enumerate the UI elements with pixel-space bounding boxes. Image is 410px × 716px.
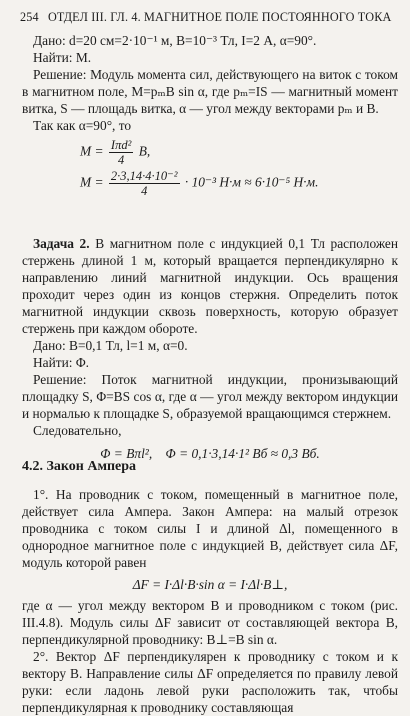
ampere-law-formula: ΔF = I·Δl·B·sin α = I·Δl·B⊥,	[132, 577, 288, 592]
problem-2-title: Задача 2.	[33, 236, 90, 251]
section-paragraph-3: 2°. Вектор ΔF перпендикулярен к проводнику с током и к вектору B. Направление силы ΔF определяется по правилу левой руки: если ладонь левой руки расположить так, чтобы перпендикулярная к проводнику составляющая	[22, 649, 398, 715]
formula-1-numerator: Iπd²	[110, 138, 132, 152]
problem-2-solution: Решение: Поток магнитной индукции, пронизывающий площадку S, Φ=BS cos α, где α — угол между вектором индукции и нормалью к площадке S, образуемой вращающимся стержнем.	[22, 372, 398, 421]
formula-1-left: M =	[80, 143, 104, 159]
problem-1-block	[22, 32, 398, 198]
formula-2-denominator: 4	[141, 184, 148, 198]
problem-1-since: Так как α=90°, то	[33, 118, 132, 133]
formula-2-right: · 10⁻³ Н·м ≈ 6·10⁻⁵ Н·м.	[184, 174, 319, 190]
page-header	[20, 9, 391, 26]
formula-moment-general	[22, 138, 398, 167]
running-title: ОТДЕЛ III. ГЛ. 4. МАГНИТНОЕ ПОЛЕ ПОСТОЯННОГО ТОКА	[47, 10, 392, 24]
section-paragraph-2: где α — угол между вектором B и проводником с током (рис. III.4.8). Модуль силы ΔF зависит от составляющей вектора B, перпендикулярной проводнику: B⊥=B sin α.	[22, 598, 398, 647]
problem-2-block	[22, 235, 398, 462]
page-number: 254	[20, 10, 39, 24]
formula-2-numerator: 2·3,14·4·10⁻²	[110, 169, 178, 183]
problem-1-find: Найти: M.	[33, 50, 92, 65]
section-paragraph-1: 1°. На проводник с током, помещенный в магнитное поле, действует сила Ампера. Закон Ампера: на малый отрезок проводника с током силы I и длиной Δl, помещенного в однородное магнитное поле с индукцией B, действует сила ΔF, модуль которой равен	[22, 487, 398, 570]
problem-1-given: Дано: d=20 см=2·10⁻¹ м, B=10⁻³ Тл, I=2 А, α=90°.	[33, 33, 317, 48]
problem-2-text: В магнитном поле с индукцией 0,1 Тл расположен стержень длиной 1 м, который вращается перпендикулярно к направлению линий магнитной индукции. Ось вращения проходит через один из концов стержня. Определить поток магнитной индукции сквозь поверхность, которую образует стержень при каждом обороте.	[22, 236, 398, 336]
problem-2-find: Найти: Φ.	[33, 355, 90, 370]
problem-2-given: Дано: B=0,1 Тл, l=1 м, α=0.	[33, 338, 188, 353]
problem-2-consequently: Следовательно,	[33, 423, 122, 438]
formula-1-right: B,	[138, 143, 151, 159]
section-4-2	[22, 458, 398, 716]
formula-1-denominator: 4	[118, 153, 125, 167]
formula-2-left: M =	[80, 174, 104, 190]
problem-2-statement	[22, 235, 398, 337]
problem-2-formula: Φ = Bπl², Φ = 0,1·3,14·1² Вб ≈ 0,3 Вб.	[100, 446, 320, 461]
problem-1-solution: Решение: Модуль момента сил, действующего на виток с током в магнитном поле, M=pₘB sin α, где pₘ=IS — магнитный момент витка, S — площадь витка, α — угол между векторами pₘ и B.	[22, 67, 398, 116]
formula-2-fraction	[109, 169, 180, 198]
formula-moment-numeric	[22, 169, 398, 198]
formula-1-fraction	[109, 138, 133, 167]
section-title: 4.2. Закон Ампера	[22, 459, 137, 474]
